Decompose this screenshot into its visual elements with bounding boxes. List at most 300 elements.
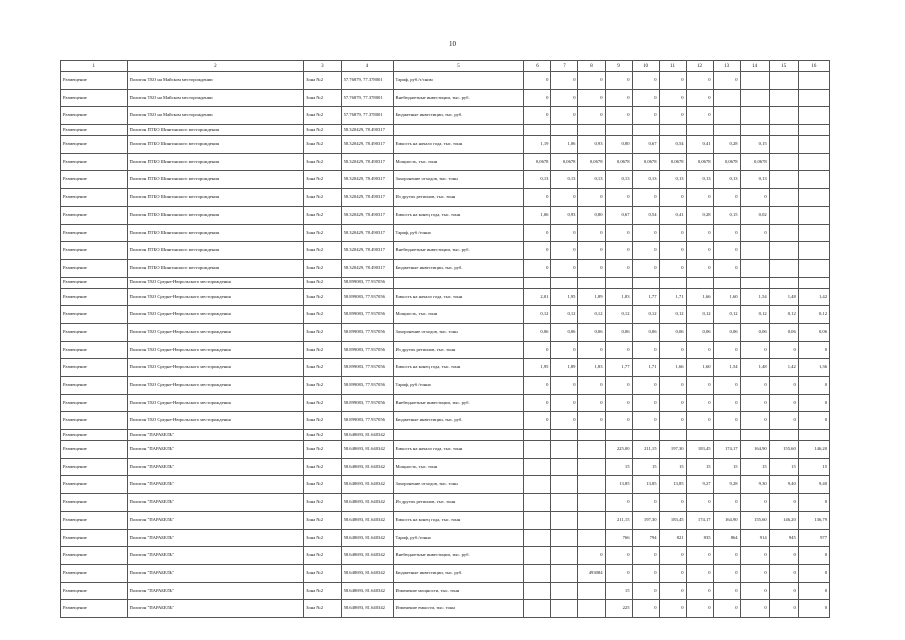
value-cell: 0 [578, 394, 605, 412]
text-cell: Тариф, руб./т/сним [393, 72, 524, 90]
value-cell: 1,48 [769, 288, 798, 306]
value-cell: 0 [659, 242, 686, 260]
value-cell: 0 [686, 224, 713, 242]
value-cell [551, 476, 578, 494]
table-row [61, 206, 830, 224]
value-cell: 0 [659, 341, 686, 359]
value-cell: 1,89 [551, 359, 578, 377]
text-cell: Полигон ПТБО Шингинского месторождения [127, 125, 304, 136]
text-cell: Размещение [61, 412, 128, 430]
text-cell: Размещение [61, 511, 128, 529]
text-cell: Зона №2 [304, 476, 341, 494]
value-cell: 0 [659, 564, 686, 582]
value-cell [551, 511, 578, 529]
value-cell: 0,67 [632, 136, 659, 154]
text-cell: Внебюджетные инвестиции, тыс. руб. [393, 547, 524, 565]
value-cell: 0,0678 [524, 153, 551, 171]
value-cell: 0,06 [686, 323, 713, 341]
column-header: 14 [740, 61, 769, 72]
table-row [61, 582, 830, 600]
value-cell [740, 430, 769, 441]
value-cell: 1,71 [632, 359, 659, 377]
column-header: 15 [769, 61, 798, 72]
text-cell: 58.899083, 77.937056 [341, 377, 393, 395]
text-cell: Зона №2 [304, 547, 341, 565]
value-cell [798, 107, 829, 125]
value-cell: 0 [551, 107, 578, 125]
table-row [61, 306, 830, 324]
table-row [61, 494, 830, 512]
text-cell: Зона №2 [304, 171, 341, 189]
value-cell [524, 529, 551, 547]
column-header: 13 [713, 61, 740, 72]
table-row [61, 89, 830, 107]
text-cell: Мощность, тыс. тонн [393, 153, 524, 171]
value-cell [578, 600, 605, 618]
value-cell: 9,30 [740, 476, 769, 494]
text-cell: Размещение [61, 529, 128, 547]
text-cell: Размещение [61, 306, 128, 324]
text-cell: Бюджетные инвестиции, тыс. руб. [393, 259, 524, 277]
value-cell: 1,48 [740, 359, 769, 377]
text-cell: Полигон "ПАРАБЕЛЬ" [127, 582, 304, 600]
value-cell: 1,42 [769, 359, 798, 377]
text-cell: Размещение [61, 394, 128, 412]
value-cell: 0 [578, 242, 605, 260]
value-cell [740, 125, 769, 136]
table-row [61, 259, 830, 277]
value-cell: 0 [632, 224, 659, 242]
text-cell: 58.899083, 77.937056 [341, 323, 393, 341]
text-cell: Полигон ПТБО Шингинского месторождения [127, 206, 304, 224]
value-cell: 945 [769, 529, 798, 547]
value-cell: 1,19 [524, 136, 551, 154]
value-cell: 0 [686, 377, 713, 395]
value-cell: 0 [632, 547, 659, 565]
value-cell: 0 [740, 341, 769, 359]
value-cell: 0 [798, 547, 829, 565]
value-cell: 821 [659, 529, 686, 547]
value-cell: 0,06 [659, 323, 686, 341]
text-cell: Зона №2 [304, 511, 341, 529]
value-cell: 9,27 [686, 476, 713, 494]
value-cell [632, 125, 659, 136]
value-cell: 0,28 [686, 206, 713, 224]
value-cell: 0,80 [578, 206, 605, 224]
value-cell [798, 136, 829, 154]
value-cell [686, 277, 713, 288]
value-cell: 0 [713, 494, 740, 512]
value-cell: 0 [713, 394, 740, 412]
table-row [61, 547, 830, 565]
value-cell [551, 458, 578, 476]
value-cell: 0 [524, 394, 551, 412]
column-header: 2 [127, 61, 304, 72]
value-cell [578, 511, 605, 529]
value-cell: 0 [632, 189, 659, 207]
value-cell: 0 [740, 189, 769, 207]
value-cell: 0,06 [769, 323, 798, 341]
value-cell: 0 [524, 72, 551, 90]
value-cell: 914 [740, 529, 769, 547]
text-cell: Размещение [61, 189, 128, 207]
text-cell: Размещение [61, 242, 128, 260]
text-cell: Полигон ТБО Средне-Нюрольского месторождения [127, 306, 304, 324]
text-cell: Полигон ПТБО Шингинского месторождения [127, 171, 304, 189]
value-cell: 0 [798, 412, 829, 430]
value-cell [551, 277, 578, 288]
value-cell [713, 89, 740, 107]
value-cell: 1,60 [713, 288, 740, 306]
value-cell [769, 259, 798, 277]
text-cell: Размещение [61, 564, 128, 582]
value-cell: 0 [524, 412, 551, 430]
value-cell: 0 [551, 189, 578, 207]
value-cell: 146,20 [769, 511, 798, 529]
column-header: 10 [632, 61, 659, 72]
value-cell: 0,13 [659, 171, 686, 189]
value-cell: 0 [605, 259, 632, 277]
value-cell: 211,15 [605, 511, 632, 529]
text-cell: Размещение [61, 547, 128, 565]
value-cell: 0 [578, 89, 605, 107]
value-cell: 0,13 [740, 171, 769, 189]
text-cell: Зона №2 [304, 125, 341, 136]
value-cell: 0 [632, 259, 659, 277]
value-cell [524, 547, 551, 565]
value-cell [769, 153, 798, 171]
text-cell [393, 430, 524, 441]
value-cell: 0 [659, 547, 686, 565]
text-cell: Размещение [61, 224, 128, 242]
data-table [60, 60, 830, 618]
value-cell: 0,06 [632, 323, 659, 341]
text-cell: Зона №2 [304, 441, 341, 459]
value-cell: 174,17 [686, 511, 713, 529]
text-cell: Размещение [61, 341, 128, 359]
table-body [61, 72, 830, 618]
value-cell [769, 171, 798, 189]
value-cell [659, 430, 686, 441]
value-cell: 0,12 [551, 306, 578, 324]
text-cell: Размещение [61, 259, 128, 277]
value-cell [578, 125, 605, 136]
value-cell [578, 476, 605, 494]
value-cell [769, 277, 798, 288]
value-cell: 0 [659, 72, 686, 90]
value-cell: 977 [798, 529, 829, 547]
table-row [61, 171, 830, 189]
value-cell [798, 277, 829, 288]
text-cell: Зона №2 [304, 494, 341, 512]
text-cell: Внебюджетные инвестиции, тыс. руб. [393, 89, 524, 107]
value-cell: 0 [769, 547, 798, 565]
value-cell: 0,15 [740, 136, 769, 154]
value-cell: 0,06 [713, 323, 740, 341]
value-cell [524, 430, 551, 441]
table-row [61, 430, 830, 441]
value-cell: 0 [713, 259, 740, 277]
value-cell: 0 [659, 89, 686, 107]
text-cell: Зона №2 [304, 89, 341, 107]
value-cell: 155,60 [769, 441, 798, 459]
text-cell: Полигон ПТБО Шингинского месторождения [127, 242, 304, 260]
text-cell: Зона №2 [304, 582, 341, 600]
table-row [61, 511, 830, 529]
value-cell: 0 [632, 72, 659, 90]
value-cell: 0 [798, 564, 829, 582]
value-cell [524, 494, 551, 512]
value-cell: 0 [632, 377, 659, 395]
value-cell: 0 [740, 547, 769, 565]
value-cell: 0 [551, 72, 578, 90]
text-cell: Размещение [61, 359, 128, 377]
table-row [61, 136, 830, 154]
value-cell: 0 [578, 377, 605, 395]
text-cell: Полигон ТБО Средне-Нюрольского месторождения [127, 323, 304, 341]
value-cell: 0 [686, 341, 713, 359]
text-cell: 58.320429, 78.490317 [341, 224, 393, 242]
text-cell: Полигон "ПАРАБЕЛЬ" [127, 547, 304, 565]
value-cell: 0 [659, 189, 686, 207]
value-cell: 0,13 [713, 171, 740, 189]
value-cell [769, 189, 798, 207]
value-cell: 0 [713, 582, 740, 600]
value-cell [769, 125, 798, 136]
text-cell: Размещение [61, 153, 128, 171]
value-cell: 1,66 [686, 288, 713, 306]
value-cell: 0 [713, 341, 740, 359]
value-cell: 0 [551, 259, 578, 277]
value-cell: 0 [632, 412, 659, 430]
value-cell: 15 [713, 458, 740, 476]
value-cell [798, 171, 829, 189]
text-cell: Размещение [61, 107, 128, 125]
value-cell: 0 [632, 89, 659, 107]
value-cell: 0 [551, 377, 578, 395]
value-cell: 1,77 [632, 288, 659, 306]
value-cell: 0 [659, 494, 686, 512]
text-cell: Полигон ТБО Средне-Нюрольского месторождения [127, 412, 304, 430]
value-cell: 1,77 [605, 359, 632, 377]
value-cell: 0,13 [551, 171, 578, 189]
text-cell: 57.76879, 77.378001 [341, 72, 393, 90]
column-header: 3 [304, 61, 341, 72]
value-cell [798, 430, 829, 441]
text-cell: Мощность, тыс. тонн [393, 458, 524, 476]
value-cell: 0 [605, 564, 632, 582]
value-cell: 0 [798, 377, 829, 395]
value-cell: 0 [605, 412, 632, 430]
value-cell: 211,15 [632, 441, 659, 459]
text-cell: Зона №2 [304, 259, 341, 277]
value-cell [713, 107, 740, 125]
text-cell: 58.648693, 81.640342 [341, 458, 393, 476]
table-row [61, 377, 830, 395]
text-cell: Полигон "ПАРАБЕЛЬ" [127, 529, 304, 547]
value-cell: 1,54 [713, 359, 740, 377]
value-cell: 0 [740, 224, 769, 242]
value-cell: 0 [769, 341, 798, 359]
text-cell: Зона №2 [304, 107, 341, 125]
value-cell [524, 564, 551, 582]
text-cell: 58.320429, 78.490317 [341, 171, 393, 189]
value-cell: 0 [605, 107, 632, 125]
text-cell: Полигон ТБО на Майском месторождении [127, 89, 304, 107]
value-cell: 0,0678 [632, 153, 659, 171]
value-cell: 0 [659, 412, 686, 430]
text-cell: Полигон ТБО Средне-Нюрольского месторождения [127, 359, 304, 377]
value-cell: 0 [798, 494, 829, 512]
value-cell [524, 511, 551, 529]
value-cell: 0,80 [605, 136, 632, 154]
value-cell [713, 277, 740, 288]
text-cell: Размещение [61, 171, 128, 189]
table-row [61, 412, 830, 430]
value-cell: 0 [524, 377, 551, 395]
value-cell: 0 [686, 582, 713, 600]
value-cell: 1,36 [798, 359, 829, 377]
value-cell: 1,42 [798, 288, 829, 306]
value-cell: 0 [578, 224, 605, 242]
value-cell: 0,12 [686, 306, 713, 324]
table-row [61, 107, 830, 125]
value-cell: 0 [686, 547, 713, 565]
value-cell [551, 529, 578, 547]
value-cell [578, 582, 605, 600]
value-cell [524, 458, 551, 476]
value-cell [769, 224, 798, 242]
value-cell: 15 [659, 458, 686, 476]
value-cell: 0,12 [740, 306, 769, 324]
column-header: 7 [551, 61, 578, 72]
value-cell: 174,17 [713, 441, 740, 459]
value-cell: 164,90 [740, 441, 769, 459]
text-cell: Размещение [61, 206, 128, 224]
value-cell: 0 [524, 242, 551, 260]
value-cell: 0,41 [686, 136, 713, 154]
value-cell: 0 [769, 412, 798, 430]
table-header [61, 61, 830, 72]
value-cell: 0,12 [659, 306, 686, 324]
text-cell: Полигон ТБО Средне-Нюрольского месторождения [127, 377, 304, 395]
value-cell: 0,02 [740, 206, 769, 224]
value-cell: 0 [578, 547, 605, 565]
text-cell: 58.648693, 81.640342 [341, 430, 393, 441]
text-cell: Размещение [61, 277, 128, 288]
value-cell: 0,06 [578, 323, 605, 341]
value-cell: 0 [605, 377, 632, 395]
value-cell: 9,28 [713, 476, 740, 494]
value-cell: 0 [632, 494, 659, 512]
column-header: 12 [686, 61, 713, 72]
value-cell [798, 242, 829, 260]
value-cell: 0 [713, 412, 740, 430]
value-cell: 0 [713, 224, 740, 242]
value-cell [578, 494, 605, 512]
column-header: 5 [393, 61, 524, 72]
value-cell: 0 [551, 242, 578, 260]
value-cell: 1,89 [578, 288, 605, 306]
value-cell: 0 [632, 107, 659, 125]
text-cell: Зона №2 [304, 377, 341, 395]
text-cell: Из других регионов, тыс. тонн [393, 189, 524, 207]
value-cell: 0 [686, 412, 713, 430]
value-cell: 197,30 [659, 441, 686, 459]
value-cell: 0 [740, 600, 769, 618]
value-cell: 1,83 [578, 359, 605, 377]
value-cell: 0,06 [524, 323, 551, 341]
value-cell: 0 [551, 412, 578, 430]
value-cell [798, 259, 829, 277]
text-cell: Зона №2 [304, 189, 341, 207]
value-cell: 0 [769, 600, 798, 618]
text-cell: Полигон "ПАРАБЕЛЬ" [127, 511, 304, 529]
text-cell: Размещение [61, 288, 128, 306]
text-cell: Изменение емкости, тыс. тонн [393, 600, 524, 618]
value-cell: 225,00 [605, 441, 632, 459]
text-cell: Зона №2 [304, 153, 341, 171]
value-cell: 15 [605, 582, 632, 600]
value-cell: 0 [605, 394, 632, 412]
table-row [61, 458, 830, 476]
text-cell: Размещение [61, 323, 128, 341]
value-cell: 0 [713, 242, 740, 260]
value-cell: 1,06 [524, 206, 551, 224]
column-header: 16 [798, 61, 829, 72]
value-cell: 0,12 [578, 306, 605, 324]
text-cell: Тариф, руб./тонна [393, 224, 524, 242]
text-cell: Зона №2 [304, 458, 341, 476]
value-cell [740, 107, 769, 125]
value-cell: 0,12 [769, 306, 798, 324]
value-cell: 0,13 [686, 171, 713, 189]
value-cell: 0 [713, 564, 740, 582]
text-cell: 58.648693, 81.640342 [341, 582, 393, 600]
column-header: 9 [605, 61, 632, 72]
text-cell: 58.899083, 77.937056 [341, 277, 393, 288]
text-cell: Внебюджетные инвестиции, тыс. руб. [393, 242, 524, 260]
value-cell [740, 242, 769, 260]
text-cell: 58.648693, 81.640342 [341, 564, 393, 582]
value-cell: 0,12 [713, 306, 740, 324]
value-cell: 493084 [578, 564, 605, 582]
text-cell: 57.76879, 77.378001 [341, 107, 393, 125]
text-cell: 58.648693, 81.640342 [341, 529, 393, 547]
value-cell: 0,0678 [659, 153, 686, 171]
value-cell [713, 125, 740, 136]
value-cell: 0 [740, 582, 769, 600]
value-cell: 9,40 [769, 476, 798, 494]
text-cell: Зона №2 [304, 323, 341, 341]
text-cell: Зона №2 [304, 412, 341, 430]
text-cell: Зона №2 [304, 529, 341, 547]
table-row [61, 529, 830, 547]
text-cell: 58.320429, 78.490317 [341, 242, 393, 260]
value-cell: 0 [659, 224, 686, 242]
text-cell: Зона №2 [304, 306, 341, 324]
value-cell [578, 430, 605, 441]
text-cell: Полигон ПТБО Шингинского месторождения [127, 153, 304, 171]
value-cell: 9,40 [798, 476, 829, 494]
text-cell: Размещение [61, 136, 128, 154]
value-cell: 15 [769, 458, 798, 476]
value-cell: 0 [769, 494, 798, 512]
value-cell: 794 [632, 529, 659, 547]
table-row [61, 242, 830, 260]
text-cell: Размещение [61, 441, 128, 459]
text-cell [393, 277, 524, 288]
